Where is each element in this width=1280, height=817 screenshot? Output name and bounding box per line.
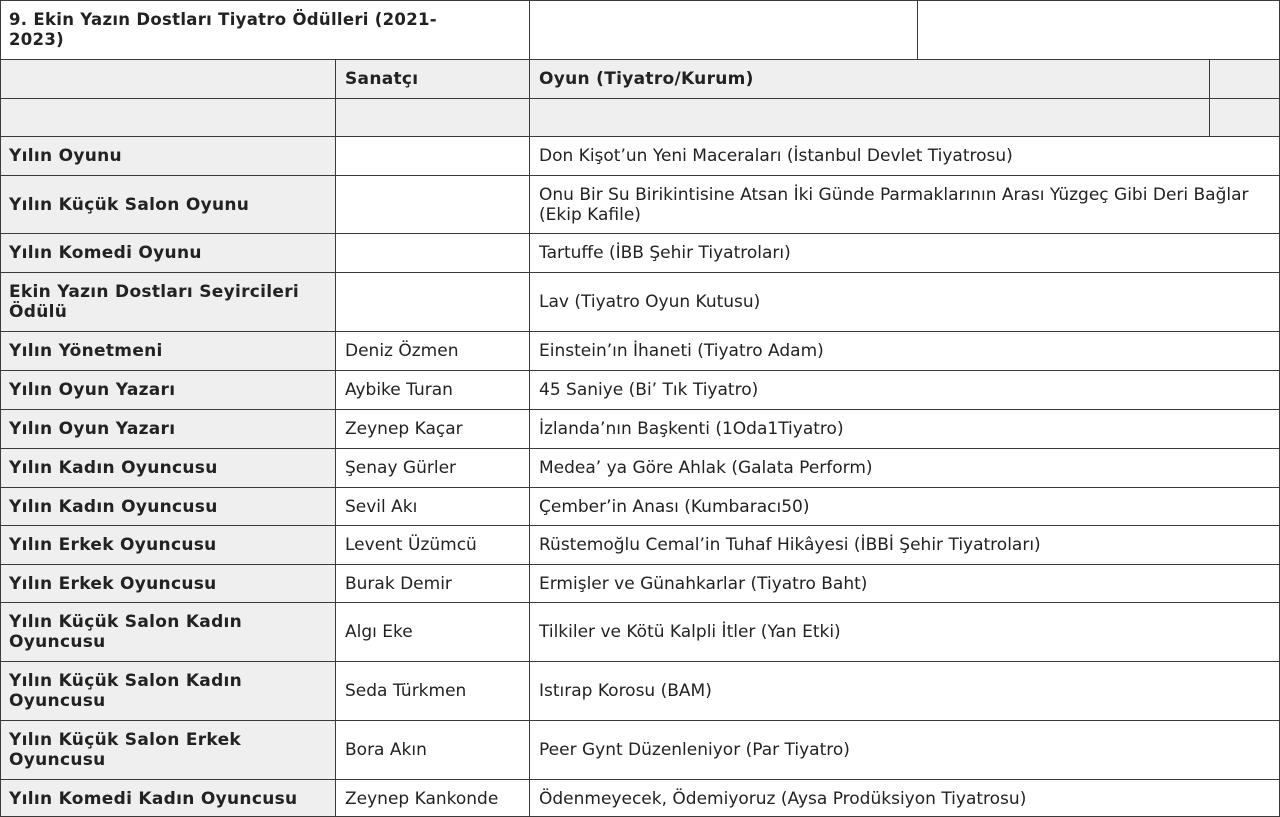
play-column-header: Oyun (Tiyatro/Kurum) <box>539 68 754 89</box>
play-title: Onu Bir Su Birikintisine Atsan İki Günde Parmaklarının Arası Yüzgeç Gibi Deri Bağlar (Ekip Kafile) <box>539 184 1249 225</box>
play-title: Tartuffe (İBB Şehir Tiyatroları) <box>539 243 791 263</box>
column-line <box>917 0 918 59</box>
artist-name: Seda Türkmen <box>345 681 467 701</box>
award-category: Yılın Kadın Oyuncusu <box>9 496 218 517</box>
artist-name: Bora Akın <box>345 740 427 760</box>
play-title: Rüstemoğlu Cemal’in Tuhaf Hikâyesi (İBBİ Şehir Tiyatroları) <box>539 535 1041 555</box>
play-title: Tilkiler ve Kötü Kalpli İtler (Yan Etki) <box>539 622 841 642</box>
play-title: Don Kişot’un Yeni Maceraları (İstanbul Devlet Tiyatrosu) <box>539 146 1013 166</box>
award-category: Yılın Oyun Yazarı <box>9 380 176 400</box>
artist-name: Zeynep Kaçar <box>345 419 463 439</box>
artist-name: Levent Üzümcü <box>345 535 477 555</box>
award-category: Yılın Oyun Yazarı <box>9 419 176 439</box>
award-category: Yılın Küçük Salon Kadın Oyuncusu <box>9 612 243 652</box>
award-category: Ekin Yazın Dostları Seyircileri Ödülü <box>9 282 300 322</box>
artist-name: Burak Demir <box>345 573 452 594</box>
award-category: Yılın Küçük Salon Oyunu <box>9 194 250 215</box>
play-title: Medea’ ya Göre Ahlak (Galata Perform) <box>539 458 873 478</box>
play-title: Lav (Tiyatro Oyun Kutusu) <box>539 292 761 312</box>
artist-name: Aybike Turan <box>345 380 453 400</box>
artist-name <box>336 234 530 272</box>
play-title: İzlanda’nın Başkenti (1Oda1Tiyatro) <box>539 419 844 439</box>
artist-name <box>336 176 530 233</box>
artist-name: Sevil Akı <box>345 496 418 517</box>
artist-name: Algı Eke <box>345 622 413 642</box>
row-line <box>0 98 1280 99</box>
artist-name: Şenay Gürler <box>345 458 457 478</box>
award-category: Yılın Erkek Oyuncusu <box>9 535 217 555</box>
award-category: Yılın Komedi Oyunu <box>9 243 202 263</box>
award-category: Yılın Küçük Salon Erkek Oyuncusu <box>9 730 242 770</box>
play-title: Ermişler ve Günahkarlar (Tiyatro Baht) <box>539 573 868 594</box>
play-title: 45 Saniye (Bi’ Tık Tiyatro) <box>539 380 759 400</box>
artist-name: Zeynep Kankonde <box>345 788 499 809</box>
award-category: Yılın Komedi Kadın Oyuncusu <box>9 788 298 809</box>
artist-name <box>336 273 530 331</box>
award-category: Yılın Küçük Salon Kadın Oyuncusu <box>9 671 243 711</box>
play-title: Peer Gynt Düzenleniyor (Par Tiyatro) <box>539 740 850 760</box>
category-column-header <box>0 59 336 98</box>
play-title: Ödenmeyecek, Ödemiyoruz (Aysa Prodüksiyon Tiyatrosu) <box>539 788 1027 809</box>
artist-name <box>336 137 530 175</box>
award-category: Yılın Kadın Oyuncusu <box>9 458 218 478</box>
play-title: Çember’in Anası (Kumbaracı50) <box>539 496 810 517</box>
award-category: Yılın Yönetmeni <box>9 341 163 361</box>
table-title: 9. Ekin Yazın Dostları Tiyatro Ödülleri (2021-2023) <box>9 10 437 49</box>
award-category: Yılın Oyunu <box>9 146 122 166</box>
artist-column-header: Sanatçı <box>345 68 419 89</box>
award-category: Yılın Erkek Oyuncusu <box>9 573 217 594</box>
play-title: Einstein’ın İhaneti (Tiyatro Adam) <box>539 341 824 361</box>
artist-name: Deniz Özmen <box>345 341 459 361</box>
play-title: Istırap Korosu (BAM) <box>539 681 712 701</box>
